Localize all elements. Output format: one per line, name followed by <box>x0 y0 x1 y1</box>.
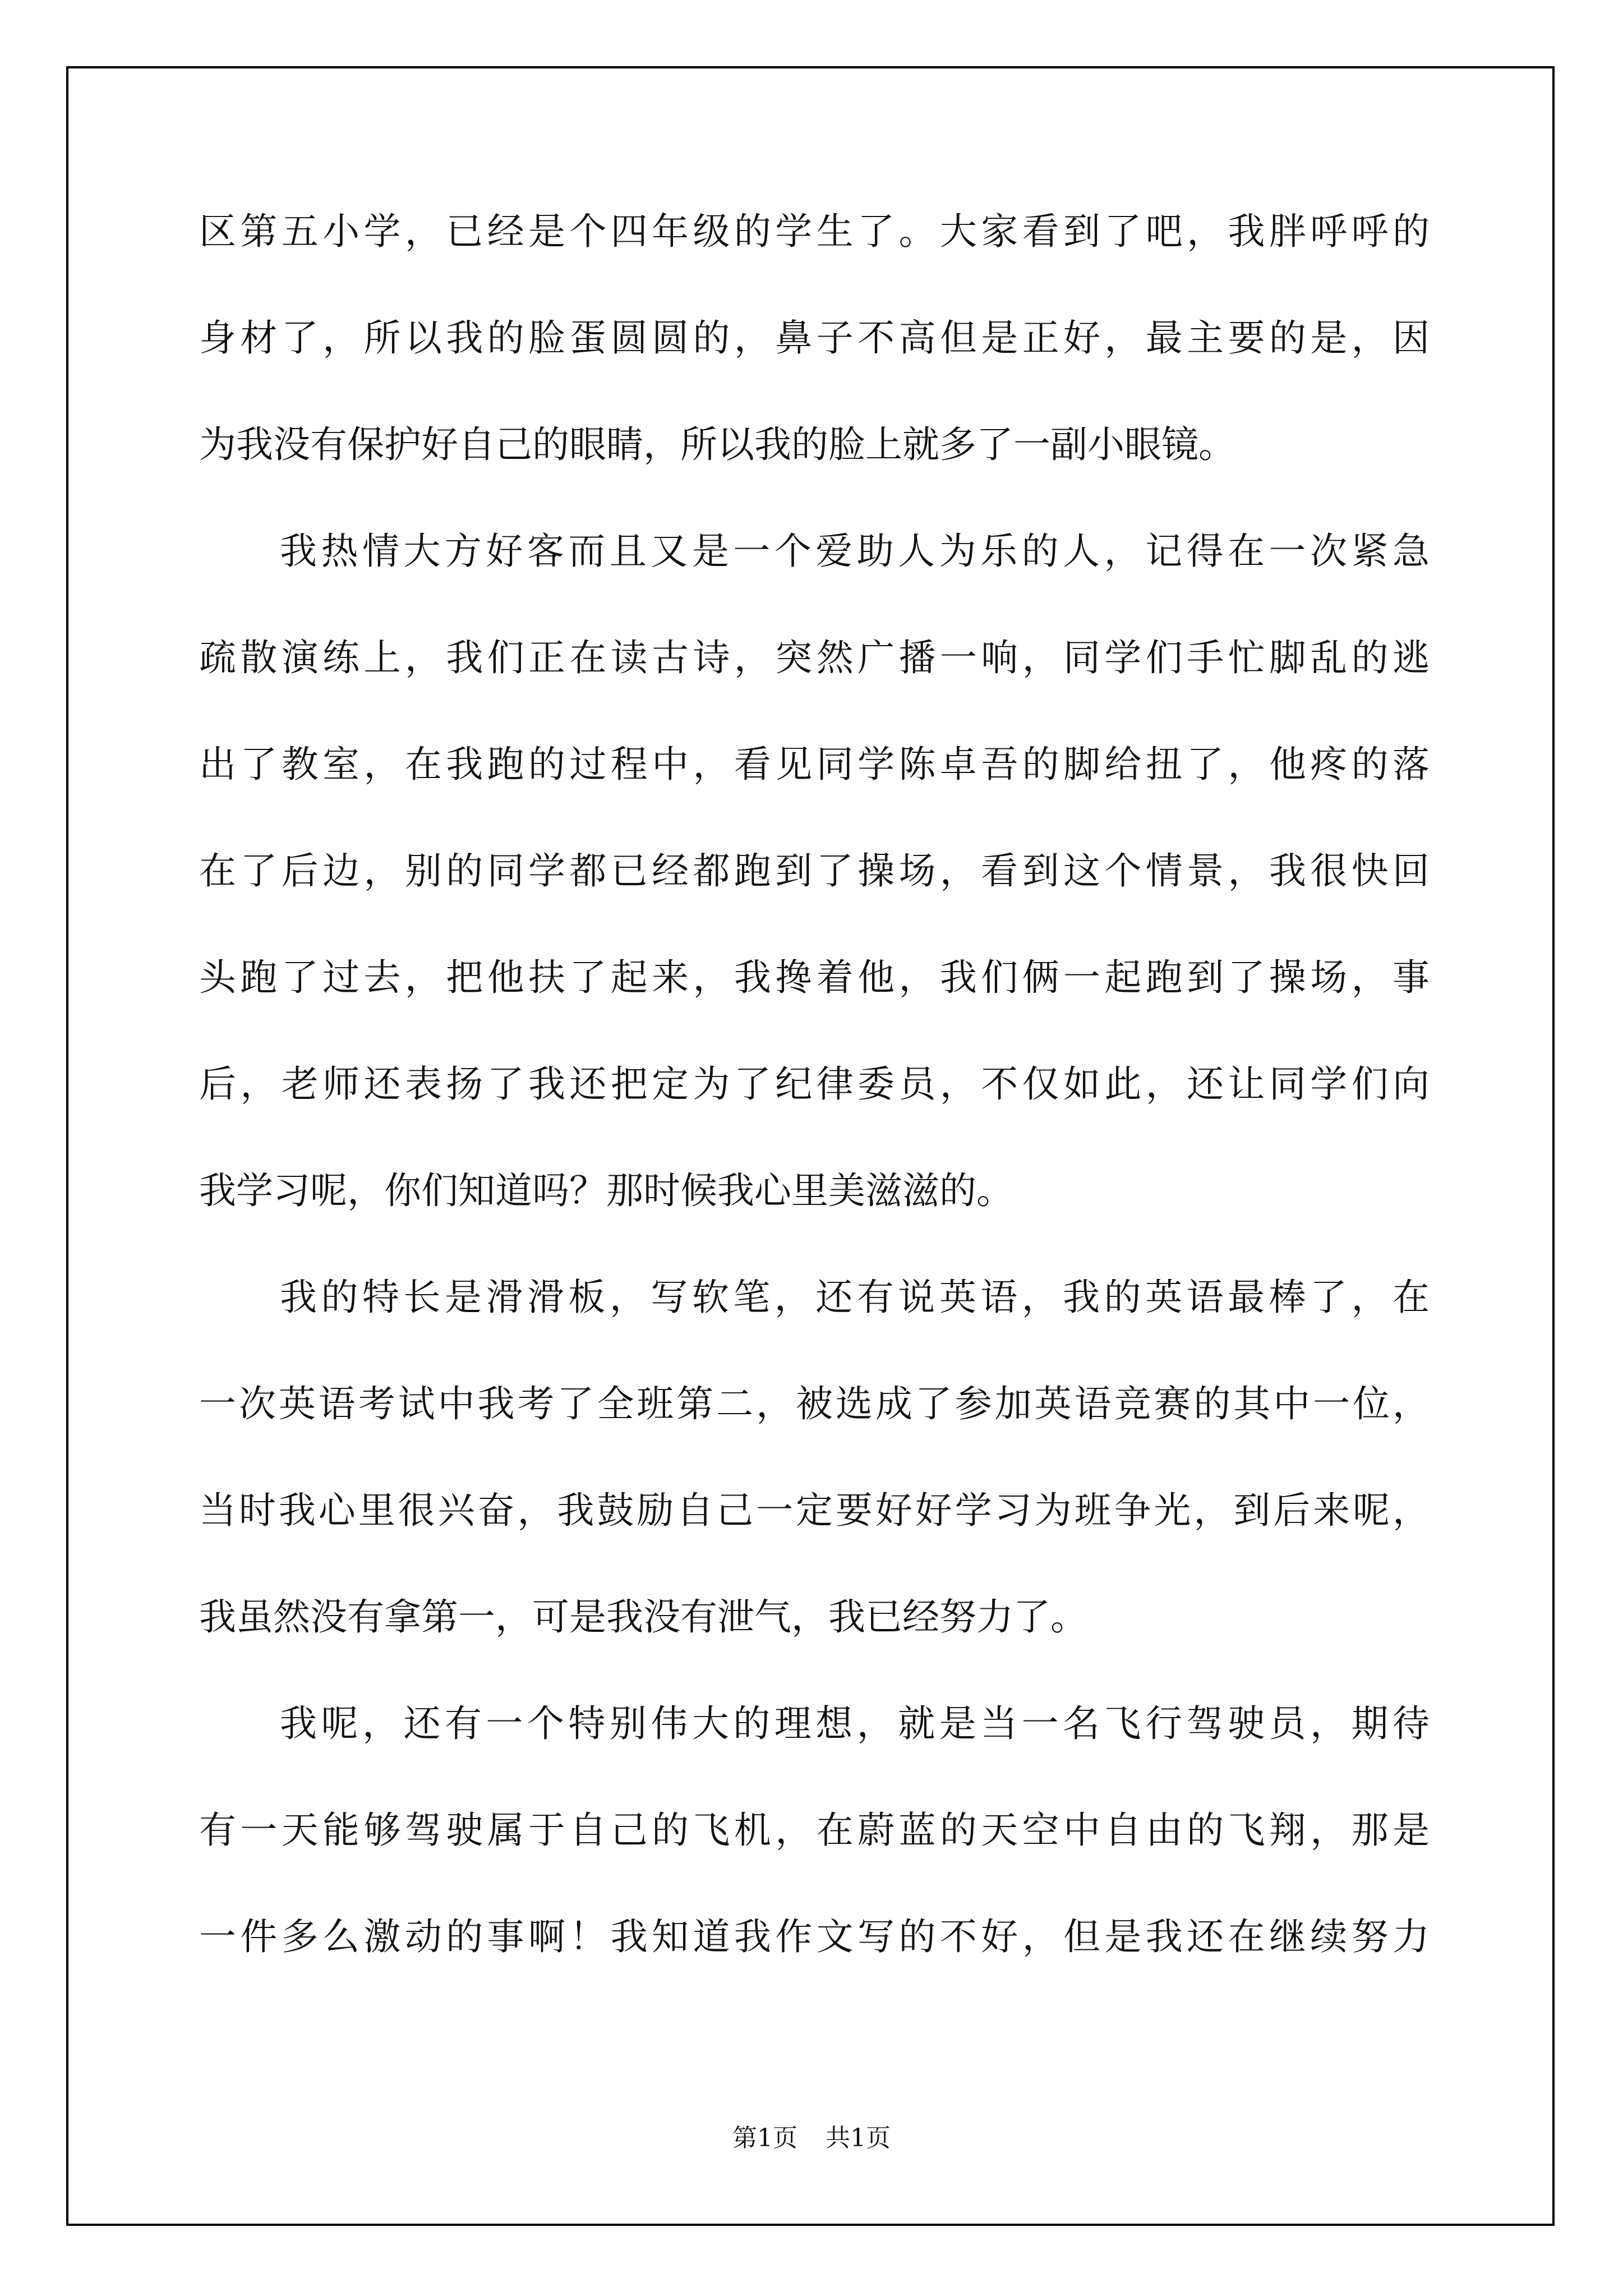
text-line: 当时我心里很兴奋，我鼓励自己一定要好好学习为班争光，到后来呢， <box>199 1489 1430 1532</box>
page-total: 共1页 <box>826 2124 891 2152</box>
text-line: 出了教室，在我跑的过程中，看见同学陈卓吾的脚给扭了，他疼的落 <box>199 743 1430 786</box>
text-line: 在了后边，别的同学都已经都跑到了操场，看到这个情景，我很快回 <box>199 849 1430 892</box>
paragraph-first-line: 我热情大方好客而且又是一个爱助人为乐的人，记得在一次紧急 <box>280 530 1430 573</box>
text-line: 疏散演练上，我们正在读古诗，突然广播一响，同学们手忙脚乱的逃 <box>199 636 1430 679</box>
text-line: 身材了，所以我的脸蛋圆圆的，鼻子不高但是正好，最主要的是，因 <box>199 316 1430 360</box>
paragraph-first-line: 我呢，还有一个特别伟大的理想，就是当一名飞行驾驶员，期待 <box>280 1702 1430 1745</box>
text-line: 有一天能够驾驶属于自己的飞机，在蔚蓝的天空中自由的飞翔，那是 <box>199 1809 1430 1852</box>
text-line: 头跑了过去，把他扶了起来，我搀着他，我们俩一起跑到了操场，事 <box>199 956 1430 999</box>
page-footer <box>0 2118 1623 2154</box>
page-number: 第1页 <box>732 2124 797 2152</box>
text-line: 为我没有保护好自己的眼睛，所以我的脸上就多了一副小眼镜。 <box>199 423 1235 466</box>
text-line: 区第五小学，已经是个四年级的学生了。大家看到了吧，我胖呼呼的 <box>199 210 1430 253</box>
text-line: 我虽然没有拿第一，可是我没有泄气，我已经努力了。 <box>199 1595 1087 1639</box>
text-line: 一件多么激动的事啊！我知道我作文写的不好，但是我还在继续努力 <box>199 1915 1430 1958</box>
text-line: 我学习呢，你们知道吗？那时候我心里美滋滋的。 <box>199 1169 1013 1212</box>
document-body <box>199 210 1430 2025</box>
text-line: 一次英语考试中我考了全班第二，被选成了参加英语竞赛的其中一位， <box>199 1382 1430 1425</box>
paragraph-first-line: 我的特长是滑滑板，写软笔，还有说英语，我的英语最棒了，在 <box>280 1276 1430 1319</box>
text-line: 后，老师还表扬了我还把定为了纪律委员，不仅如此，还让同学们向 <box>199 1062 1430 1106</box>
